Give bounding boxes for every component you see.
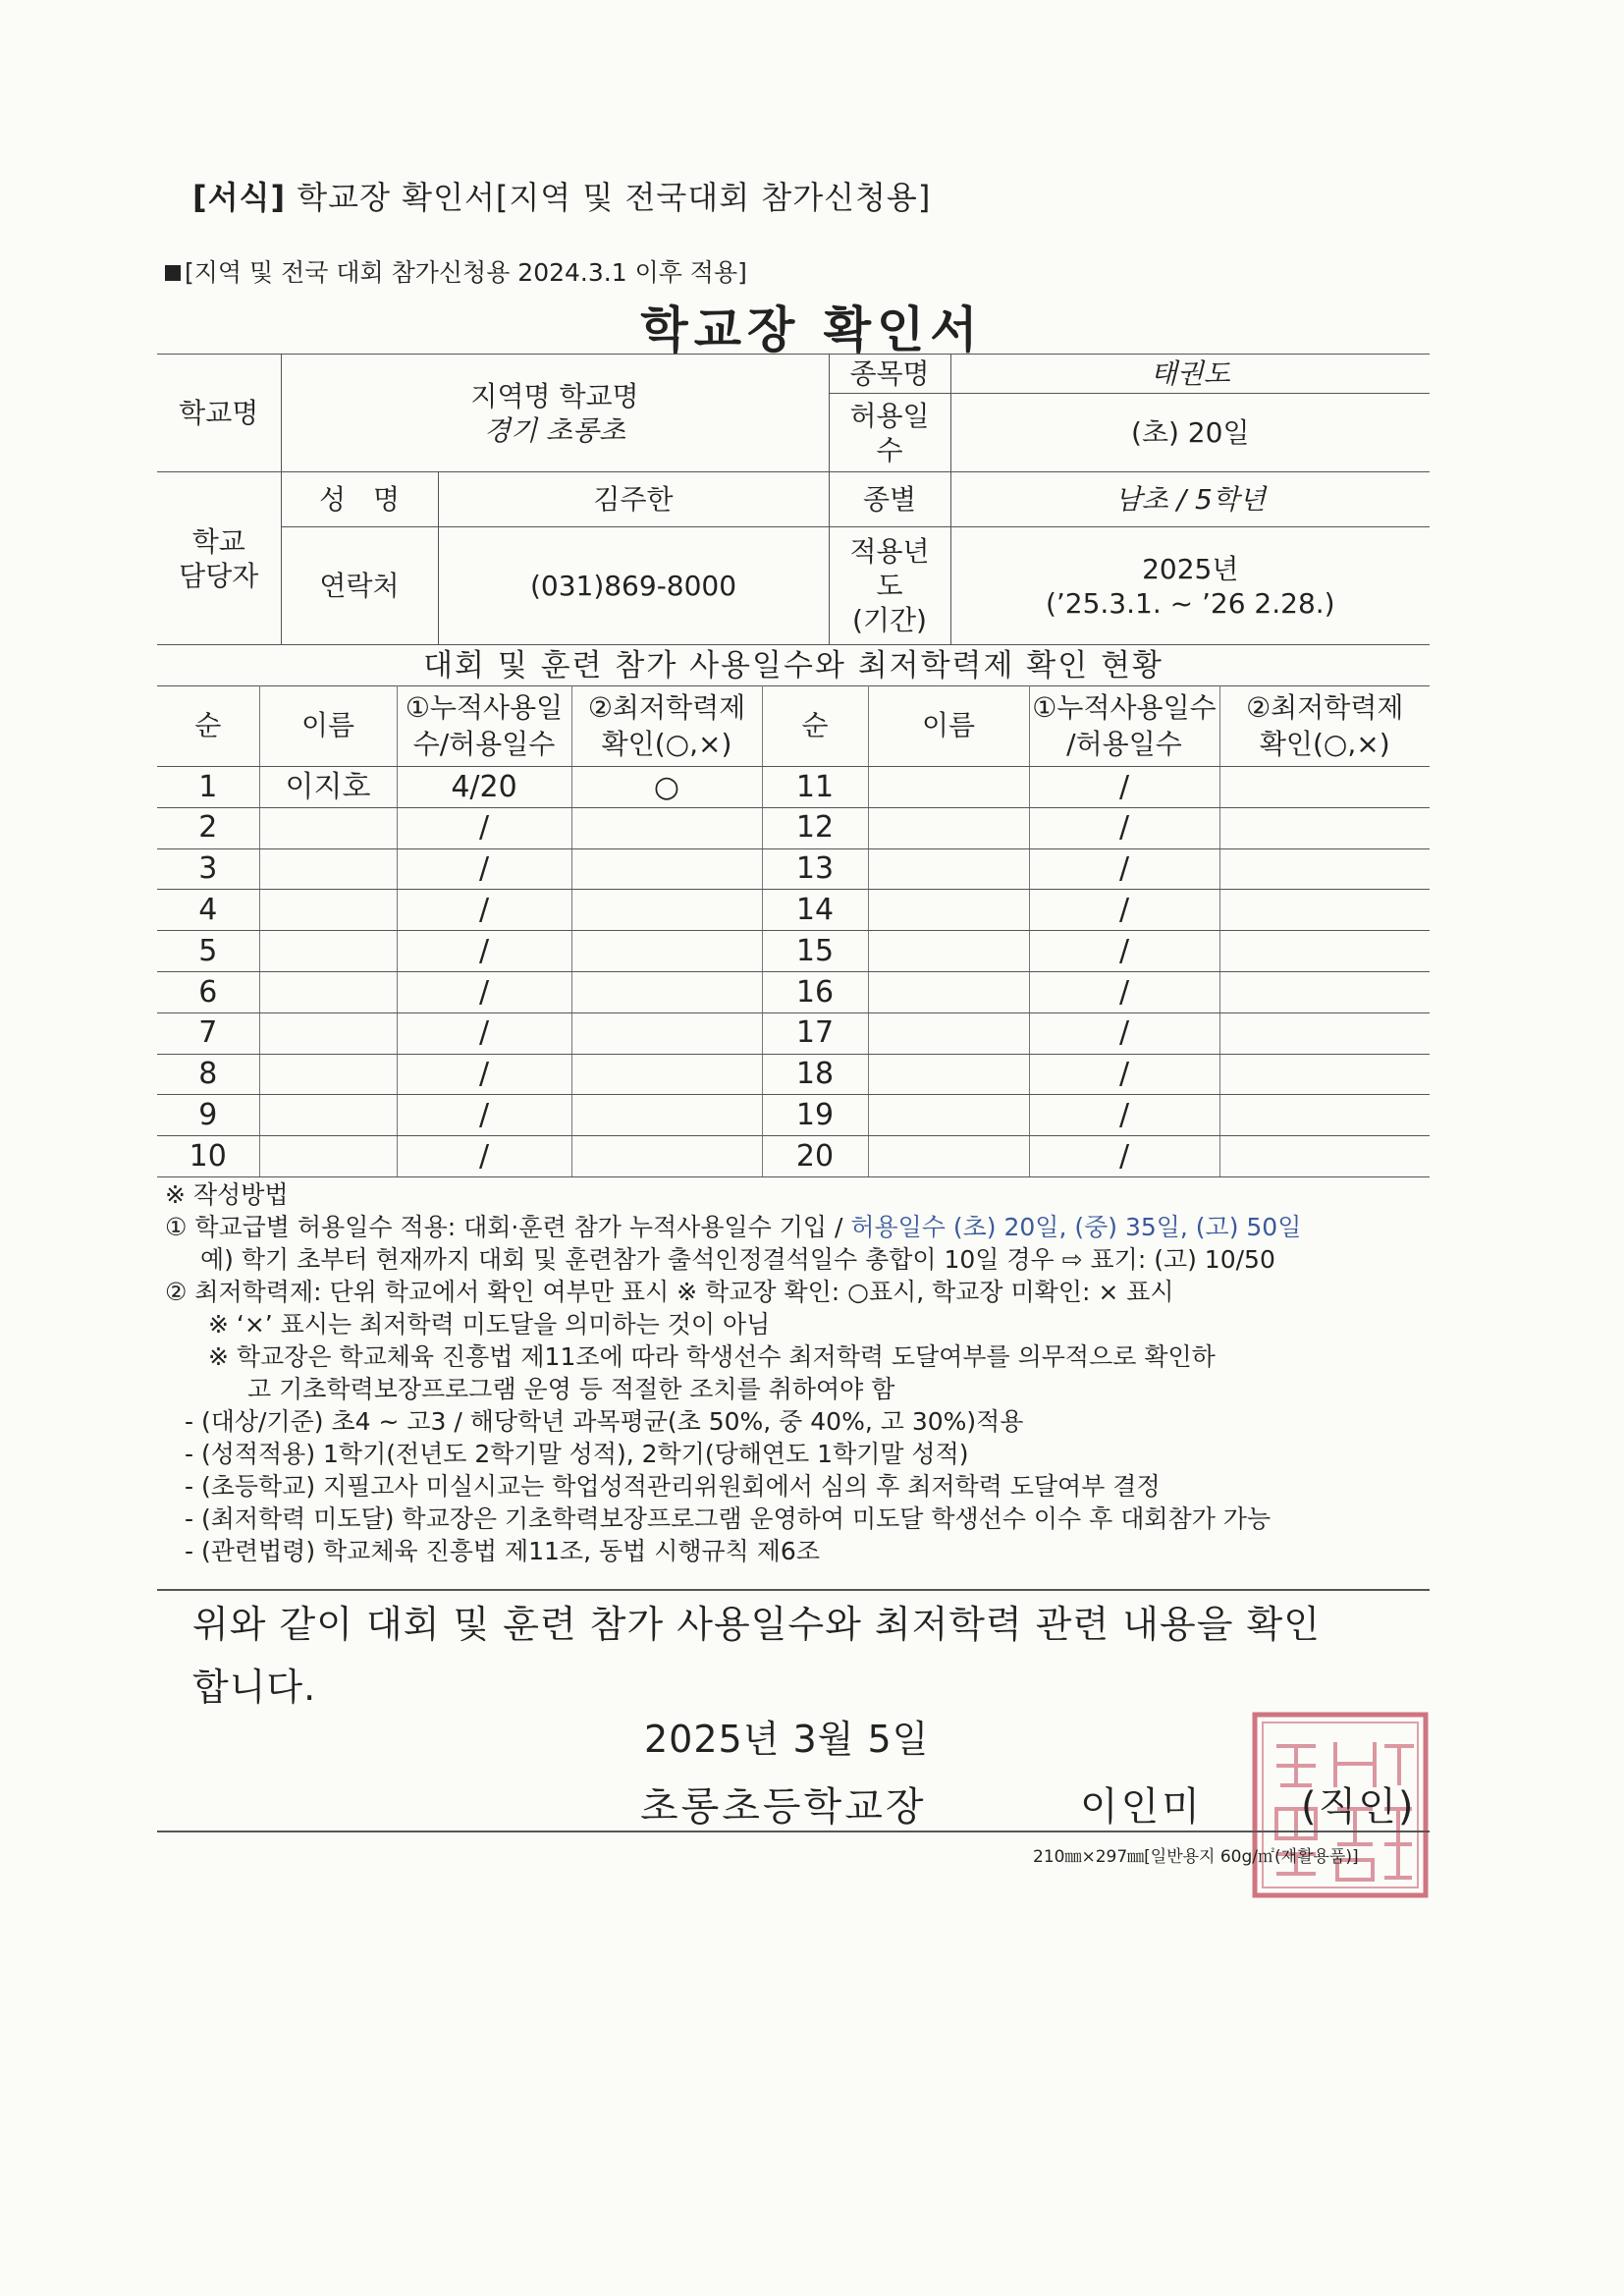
- row-name-left: [259, 931, 397, 972]
- row-days-right: /: [1029, 848, 1219, 890]
- row-no-right: 18: [762, 1054, 868, 1095]
- row-no-left: 4: [157, 890, 259, 931]
- notes-heading: ※ 작성방법: [165, 1180, 289, 1209]
- detail-2: - (성적적용) 1학기(전년도 2학기말 성적), 2학기(당해연도 1학기말 성적): [185, 1440, 969, 1468]
- period-range: (’25.3.1. ~ ’26 2.28.): [1045, 586, 1335, 620]
- confirm-divider: [157, 1589, 1430, 1591]
- header-no-right: 순: [762, 686, 868, 767]
- row-check-left: [571, 807, 762, 848]
- form-label: [192, 173, 931, 218]
- school-info-table: [157, 354, 1430, 645]
- table-row: [157, 807, 1430, 848]
- row-name-right: [868, 1054, 1029, 1095]
- notes-section: [165, 1178, 1441, 1567]
- period-label-line3: (기간): [852, 604, 927, 636]
- header-days-left: [397, 686, 571, 767]
- school-label: 학교명: [157, 355, 281, 472]
- detail-3: - (초등학교) 지필고사 미실시교는 학업성적관리위원회에서 심의 후 최저학력 도달여부 결정: [185, 1472, 1161, 1501]
- bottom-divider: [157, 1831, 1430, 1832]
- row-no-right: 13: [762, 848, 868, 890]
- header-days-left-line1: ①누적사용일: [405, 691, 564, 725]
- row-check-right: [1219, 767, 1430, 808]
- row-check-left: [571, 890, 762, 931]
- period-year: 2025년: [1142, 552, 1239, 585]
- row-no-left: 9: [157, 1095, 259, 1136]
- header-name-left: 이름: [259, 686, 397, 767]
- row-no-left: 1: [157, 767, 259, 808]
- table-row: [157, 931, 1430, 972]
- seal-label: (직인): [1301, 1784, 1416, 1830]
- header-no-left: 순: [157, 686, 259, 767]
- table-row: [157, 767, 1430, 808]
- header-days-left-line2: 수/허용일수: [412, 727, 556, 760]
- row-name-left: [259, 807, 397, 848]
- row-name-right: [868, 848, 1029, 890]
- row-days-left: /: [397, 1136, 571, 1177]
- row-days-left: /: [397, 971, 571, 1012]
- row-days-left: 4/20: [397, 767, 571, 808]
- status-title: 대회 및 훈련 참가 사용일수와 최저학력제 확인 현황: [423, 648, 1164, 683]
- row-check-right: [1219, 848, 1430, 890]
- contact-name-label: 성 명: [281, 472, 438, 527]
- row-check-left: [571, 1054, 762, 1095]
- header-days-right-line1: ①누적사용일수: [1032, 691, 1217, 725]
- confirm-line2: 합니다.: [192, 1666, 317, 1709]
- detail-1: - (대상/기준) 초4 ~ 고3 / 해당학년 과목평균(초 50%, 중 40%, 고 30%)적용: [185, 1407, 1024, 1436]
- row-check-right: [1219, 931, 1430, 972]
- table-row: [157, 1136, 1430, 1177]
- header-check-right-line1: ②최저학력제: [1246, 691, 1404, 725]
- row-name-right: [868, 931, 1029, 972]
- row-no-left: 3: [157, 848, 259, 890]
- note-2c: 고 기초학력보장프로그램 운영 등 적절한 조치를 취하여야 함: [247, 1375, 895, 1403]
- period-label: [829, 527, 950, 645]
- signature-school: 초롱초등학교장: [640, 1784, 927, 1830]
- row-no-right: 19: [762, 1095, 868, 1136]
- row-no-right: 11: [762, 767, 868, 808]
- row-name-right: [868, 1136, 1029, 1177]
- contact-label-line2: 담당자: [179, 559, 259, 592]
- row-name-right: [868, 1012, 1029, 1054]
- period-label-line1: 적용년: [849, 535, 930, 568]
- row-check-right: [1219, 1136, 1430, 1177]
- row-no-right: 12: [762, 807, 868, 848]
- row-check-left: [571, 931, 762, 972]
- category-value: 남초 / 5학년: [950, 472, 1430, 527]
- row-no-left: 7: [157, 1012, 259, 1054]
- table-row: [157, 971, 1430, 1012]
- row-name-left: [259, 1054, 397, 1095]
- header-check-left-line2: 확인(○,×): [601, 727, 732, 760]
- row-check-right: [1219, 807, 1430, 848]
- row-check-left: [571, 1136, 762, 1177]
- note-1-example: 예) 학기 초부터 현재까지 대회 및 훈련참가 출석인정결석일수 총합이 10일 경우 ⇨ 표기: (고) 10/50: [200, 1245, 1275, 1274]
- row-days-left: /: [397, 931, 571, 972]
- row-check-left: ○: [571, 767, 762, 808]
- allowed-days-value: (초) 20일: [950, 394, 1430, 472]
- issue-date: 2025년 3월 5일: [644, 1718, 930, 1761]
- period-value: [950, 527, 1430, 645]
- signature-name: 이인미: [1080, 1784, 1203, 1830]
- row-check-right: [1219, 1095, 1430, 1136]
- allowed-days-label-line1: 허용일: [849, 399, 930, 432]
- header-check-right-line2: 확인(○,×): [1259, 727, 1390, 760]
- row-days-left: /: [397, 807, 571, 848]
- row-no-right: 14: [762, 890, 868, 931]
- table-row: [157, 848, 1430, 890]
- header-days-right-line2: /허용일수: [1066, 727, 1182, 760]
- row-days-right: /: [1029, 890, 1219, 931]
- detail-5: - (관련법령) 학교체육 진흥법 제11조, 동법 시행규칙 제6조: [185, 1537, 820, 1565]
- row-no-right: 16: [762, 971, 868, 1012]
- note-1-allowed-days: 허용일수 (초) 20일, (중) 35일, (고) 50일: [850, 1213, 1302, 1241]
- form-label-text: 학교장 확인서[지역 및 전국대회 참가신청용]: [286, 179, 932, 216]
- row-name-left: [259, 890, 397, 931]
- row-days-right: /: [1029, 807, 1219, 848]
- subtitle-text: [지역 및 전국 대회 참가신청용 2024.3.1 이후 적용]: [185, 258, 747, 287]
- header-check-right: [1219, 686, 1430, 767]
- row-days-right: /: [1029, 1136, 1219, 1177]
- category-label: 종별: [829, 472, 950, 527]
- row-name-right: [868, 807, 1029, 848]
- period-label-line2: 도: [876, 570, 903, 602]
- school-name-cell: [281, 355, 829, 472]
- row-days-right: /: [1029, 767, 1219, 808]
- status-table: [157, 685, 1430, 1177]
- row-days-left: /: [397, 1054, 571, 1095]
- header-check-left: [571, 686, 762, 767]
- row-days-left: /: [397, 848, 571, 890]
- row-check-left: [571, 1095, 762, 1136]
- row-name-right: [868, 890, 1029, 931]
- note-1-text: ① 학교급별 허용일수 적용: 대회·훈련 참가 누적사용일수 기입 /: [165, 1213, 851, 1241]
- contact-label: [157, 472, 281, 645]
- square-bullet-icon: [165, 265, 181, 281]
- row-no-right: 15: [762, 931, 868, 972]
- school-name-header: 지역명 학교명: [470, 379, 639, 412]
- allowed-days-label: [829, 394, 950, 472]
- row-check-left: [571, 971, 762, 1012]
- row-days-right: /: [1029, 931, 1219, 972]
- row-check-left: [571, 1012, 762, 1054]
- confirm-line1: 위와 같이 대회 및 훈련 참가 사용일수와 최저학력 관련 내용을 확인: [192, 1603, 1321, 1646]
- paper-spec: 210㎜×297㎜[일반용지 60g/㎡(재활용품)]: [1033, 1847, 1359, 1867]
- row-name-right: [868, 1095, 1029, 1136]
- phone-value: (031)869-8000: [438, 527, 829, 645]
- header-days-right: [1029, 686, 1219, 767]
- sport-label: 종목명: [829, 355, 950, 394]
- table-row: [157, 1095, 1430, 1136]
- row-no-left: 6: [157, 971, 259, 1012]
- confirm-statement: [192, 1593, 1430, 1719]
- allowed-days-label-line2: 수: [876, 433, 903, 466]
- subtitle: [165, 253, 747, 289]
- row-check-right: [1219, 890, 1430, 931]
- school-name-value: 경기 초롱초: [483, 413, 626, 447]
- row-check-right: [1219, 971, 1430, 1012]
- row-days-right: /: [1029, 1054, 1219, 1095]
- detail-4: - (최저학력 미도달) 학교장은 기초학력보장프로그램 운영하여 미도달 학생선수 이수 후 대회참가 가능: [185, 1504, 1272, 1533]
- row-name-left: [259, 1012, 397, 1054]
- row-name-left: [259, 971, 397, 1012]
- row-name-left: [259, 1095, 397, 1136]
- header-name-right: 이름: [868, 686, 1029, 767]
- note-2a: ※ ‘×’ 표시는 최저학력 미도달을 의미하는 것이 아님: [208, 1310, 771, 1339]
- row-check-right: [1219, 1054, 1430, 1095]
- note-1: [165, 1211, 1441, 1243]
- row-days-right: /: [1029, 1095, 1219, 1136]
- row-days-left: /: [397, 1095, 571, 1136]
- sport-value: 태권도: [950, 355, 1430, 394]
- row-no-left: 8: [157, 1054, 259, 1095]
- form-label-tag: [서식]: [192, 179, 287, 216]
- row-check-left: [571, 848, 762, 890]
- table-row: [157, 1054, 1430, 1095]
- row-name-right: [868, 767, 1029, 808]
- header-check-left-line1: ②최저학력제: [587, 691, 746, 725]
- row-no-left: 5: [157, 931, 259, 972]
- note-2: ② 최저학력제: 단위 학교에서 확인 여부만 표시 ※ 학교장 확인: ○표시, 학교장 미확인: × 표시: [165, 1278, 1174, 1306]
- contact-name-value: 김주한: [438, 472, 829, 527]
- page-title: 학교장 확인서: [640, 301, 984, 358]
- row-name-left: [259, 848, 397, 890]
- note-2b: ※ 학교장은 학교체육 진흥법 제11조에 따라 학생선수 최저학력 도달여부를 의무적으로 확인하: [208, 1342, 1216, 1371]
- phone-label: 연락처: [281, 527, 438, 645]
- row-name-right: [868, 971, 1029, 1012]
- row-check-right: [1219, 1012, 1430, 1054]
- row-no-right: 20: [762, 1136, 868, 1177]
- row-name-left: 이지호: [259, 767, 397, 808]
- row-name-left: [259, 1136, 397, 1177]
- row-days-left: /: [397, 1012, 571, 1054]
- status-header-row: [157, 686, 1430, 767]
- contact-label-line1: 학교: [191, 524, 245, 558]
- row-days-right: /: [1029, 971, 1219, 1012]
- row-no-right: 17: [762, 1012, 868, 1054]
- row-no-left: 10: [157, 1136, 259, 1177]
- row-days-right: /: [1029, 1012, 1219, 1054]
- table-row: [157, 890, 1430, 931]
- row-days-left: /: [397, 890, 571, 931]
- table-row: [157, 1012, 1430, 1054]
- row-no-left: 2: [157, 807, 259, 848]
